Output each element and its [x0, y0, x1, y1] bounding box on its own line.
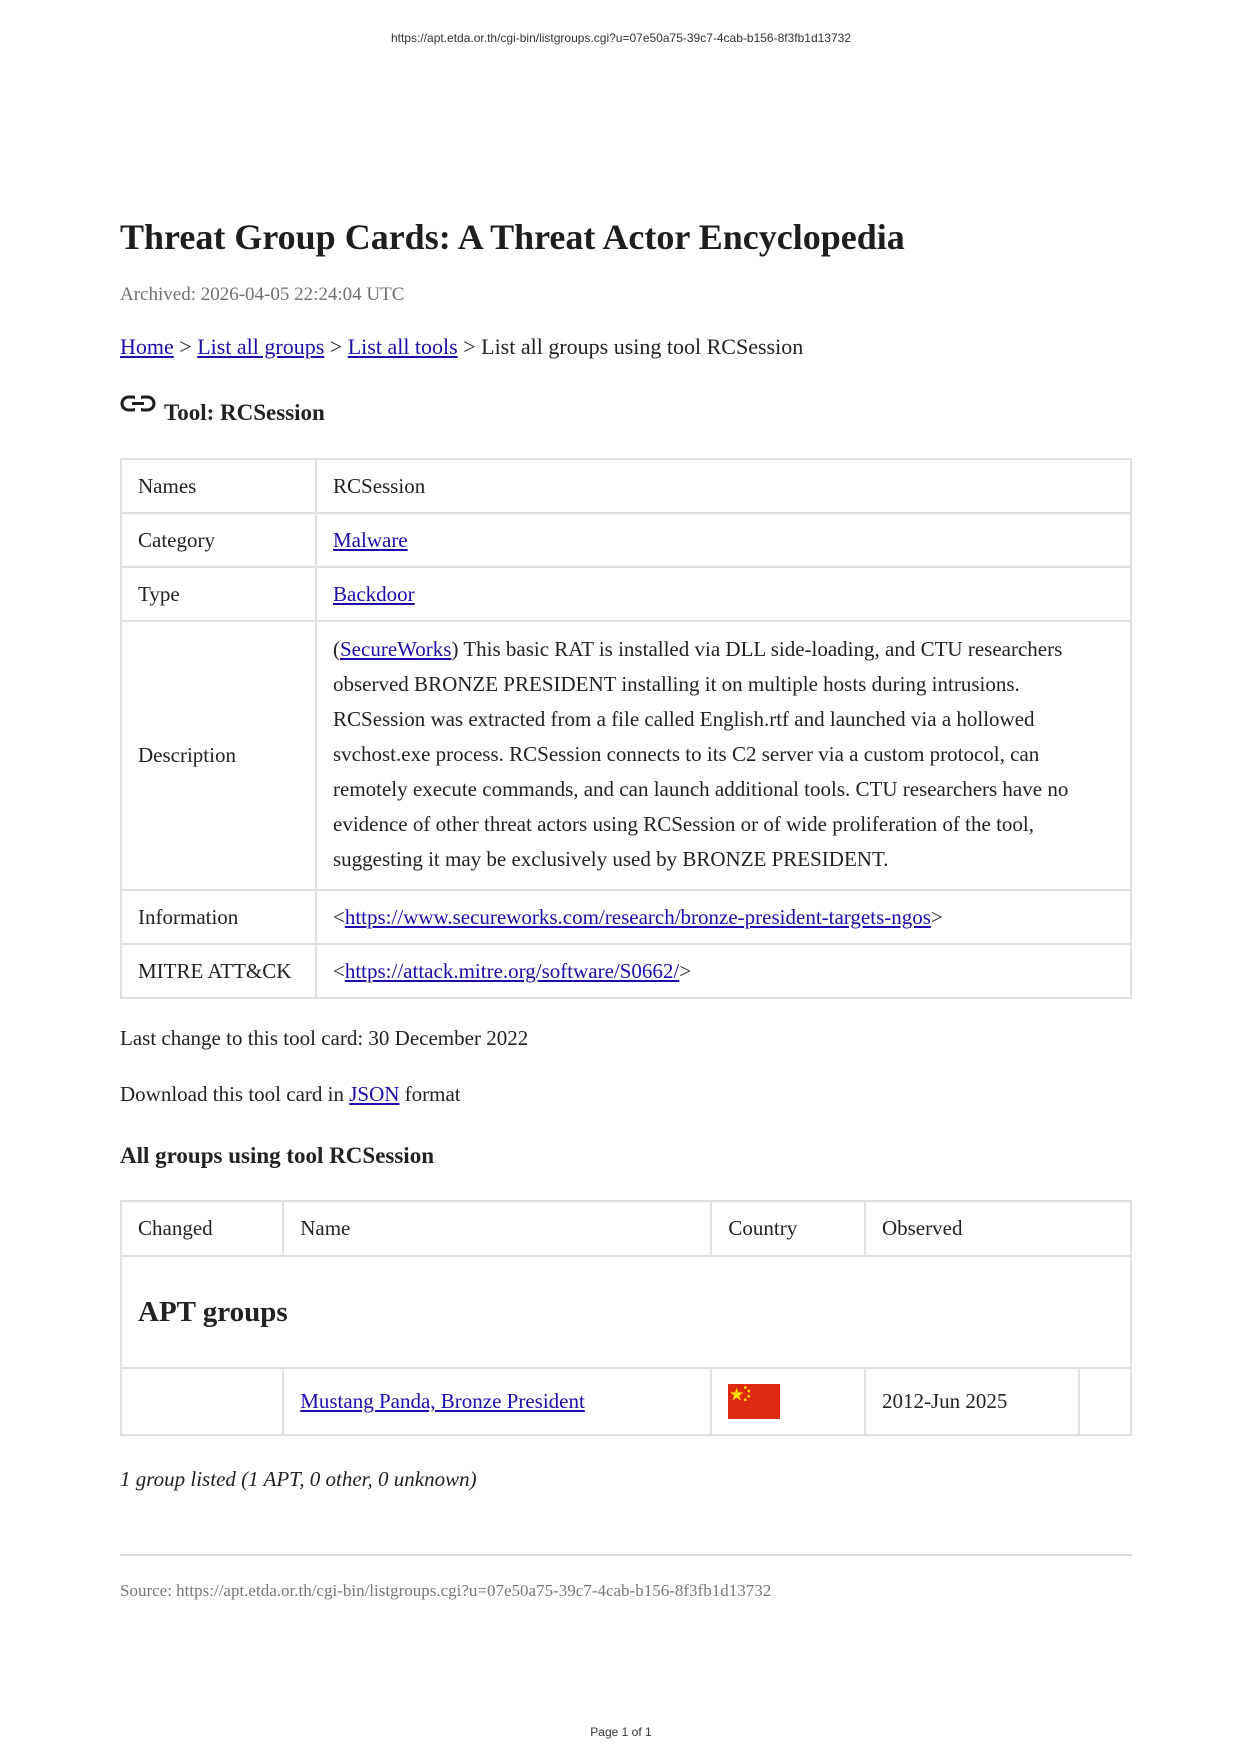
column-header-name: Name	[283, 1201, 711, 1256]
breadcrumb-home-link[interactable]: Home	[120, 334, 174, 359]
source-url: Source: https://apt.etda.or.th/cgi-bin/listgroups.cgi?u=07e50a75-39c7-4cab-b156-8f3fb1d13732	[120, 1581, 772, 1600]
mitre-row	[121, 944, 1131, 998]
group-name	[283, 1368, 711, 1435]
divider	[120, 1554, 1132, 1556]
names-label: Names	[121, 459, 316, 513]
information-url-link[interactable]: https://www.secureworks.com/research/bronze-president-targets-ngos	[344, 904, 931, 929]
information-row	[121, 890, 1131, 944]
category-row	[121, 513, 1131, 567]
group-extra-cell	[1079, 1368, 1131, 1435]
column-header-observed: Observed	[865, 1201, 1131, 1256]
angle-close: >	[679, 958, 692, 983]
names-value: RCSession	[316, 459, 1131, 513]
type-value	[316, 567, 1131, 621]
description-row	[121, 621, 1131, 890]
description-value	[316, 621, 1131, 890]
breadcrumb-separator: >	[324, 334, 348, 359]
group-changed	[121, 1368, 283, 1435]
angle-open: <	[333, 904, 345, 929]
column-header-country: Country	[711, 1201, 865, 1256]
breadcrumb	[120, 332, 1132, 362]
mitre-label: MITRE ATT&CK	[121, 944, 316, 998]
tool-info-table	[120, 458, 1132, 999]
json-download-link[interactable]: JSON	[349, 1082, 400, 1106]
type-label: Type	[121, 567, 316, 621]
angle-close: >	[930, 904, 943, 929]
main-content	[120, 212, 1132, 1604]
category-value	[316, 513, 1131, 567]
secureworks-link[interactable]: SecureWorks	[340, 637, 452, 661]
breadcrumb-list-groups-link[interactable]: List all groups	[197, 334, 325, 359]
link-icon	[120, 392, 156, 416]
groups-heading: All groups using tool RCSession	[120, 1143, 434, 1168]
names-row	[121, 459, 1131, 513]
group-observed: 2012-Jun 2025	[865, 1368, 1079, 1435]
type-row	[121, 567, 1131, 621]
mitre-url-link[interactable]: https://attack.mitre.org/software/S0662/	[344, 958, 680, 983]
tool-heading	[120, 398, 1132, 428]
description-text: ) This basic RAT is installed via DLL side-loading, and CTU researchers observed BRONZE PRESIDENT installing it on multiple hosts during intrusions. RCSession was extracted from a file called English.rtf and launched via a hollowed svchost.exe process. RCSession connects to its C2 server via a custom protocol, can remotely execute commands, and can launch additional tools. CTU researchers have no evidence of other threat actors using RCSession or of wide proliferation of the tool, suggesting it may be exclusively used by BRONZE PRESIDENT.	[333, 637, 1069, 871]
description-paren: (	[333, 637, 340, 661]
download-text-before: Download this tool card in	[120, 1082, 350, 1106]
download-line	[120, 1079, 1132, 1109]
last-change-text: Last change to this tool card: 30 December 2022	[120, 1026, 529, 1050]
table-row	[121, 1368, 1131, 1435]
breadcrumb-list-tools-link[interactable]: List all tools	[347, 334, 458, 359]
breadcrumb-current: > List all groups using tool RCSession	[457, 334, 804, 359]
mitre-value	[316, 944, 1131, 998]
type-backdoor-link[interactable]: Backdoor	[333, 581, 415, 606]
groups-summary: 1 group listed (1 APT, 0 other, 0 unknown)	[120, 1467, 477, 1491]
apt-groups-section-title: APT groups	[121, 1256, 1131, 1368]
angle-open: <	[333, 958, 345, 983]
information-value	[316, 890, 1131, 944]
column-header-changed: Changed	[121, 1201, 283, 1256]
group-name-link[interactable]: Mustang Panda, Bronze President	[300, 1389, 585, 1413]
category-malware-link[interactable]: Malware	[333, 527, 408, 552]
groups-header-row	[121, 1201, 1131, 1256]
breadcrumb-separator: >	[173, 334, 198, 359]
section-row	[121, 1256, 1131, 1368]
description-label: Description	[121, 621, 316, 890]
groups-table	[120, 1200, 1132, 1436]
category-label: Category	[121, 513, 316, 567]
page-number: Page 1 of 1	[590, 1725, 652, 1739]
tool-heading-text: Tool: RCSession	[164, 400, 325, 425]
china-flag-icon	[728, 1384, 780, 1419]
archived-timestamp: Archived: 2026-04-05 22:24:04 UTC	[120, 284, 405, 305]
download-text-after: format	[399, 1082, 461, 1106]
information-label: Information	[121, 890, 316, 944]
page-title: Threat Group Cards: A Threat Actor Encyclopedia	[120, 217, 905, 257]
group-country	[711, 1368, 865, 1435]
print-header-url: https://apt.etda.or.th/cgi-bin/listgroups.cgi?u=07e50a75-39c7-4cab-b156-8f3fb1d13732	[391, 31, 851, 45]
